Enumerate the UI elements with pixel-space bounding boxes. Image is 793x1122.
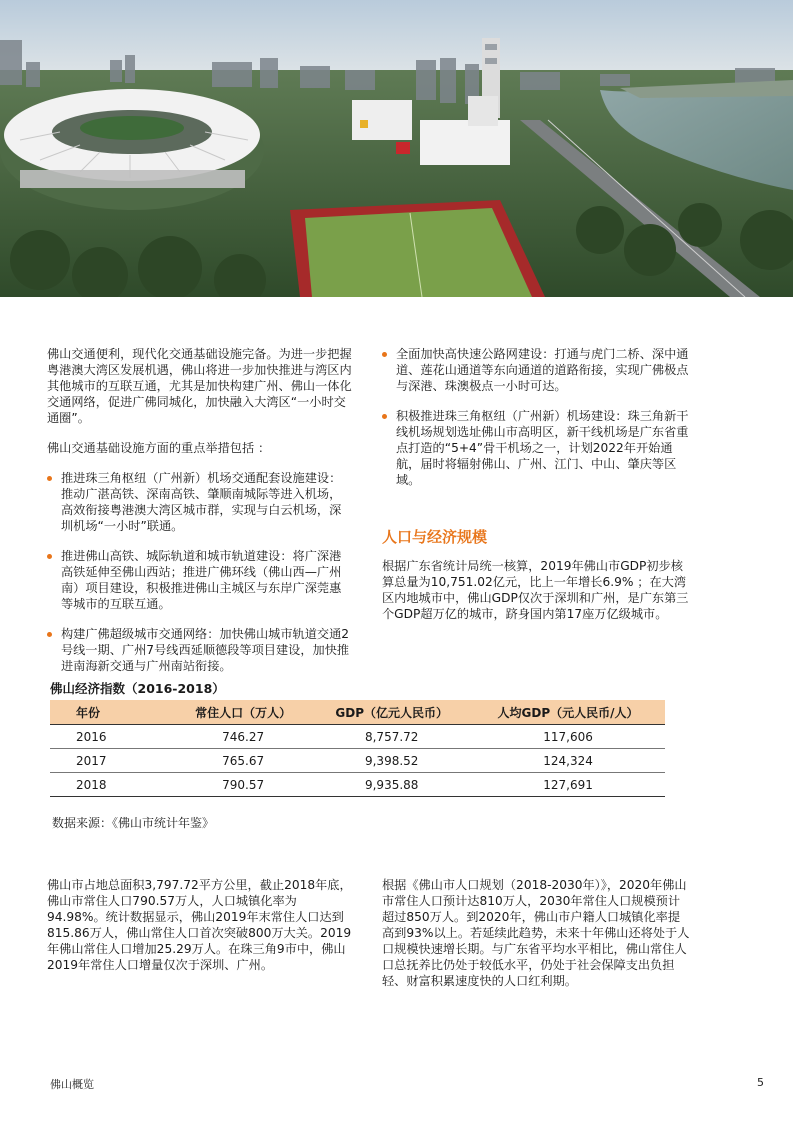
transport-bullet-list-2 [382, 346, 690, 488]
table-cell: 2018 [50, 773, 174, 797]
intro-paragraph-2: 佛山交通基础设施方面的重点举措包括 ： [47, 441, 271, 455]
table-cell: 2016 [50, 725, 174, 749]
economic-index-table [50, 700, 665, 797]
list-item: 积极推进珠三角枢纽（广州新）机场建设：珠三角新干线机场规划选址佛山市高明区，新干线机场是广东省重点打造的“5+4”骨干机场之一，计划2022年开始通航，届时将辐射佛山、广州、江门、中山、肇庆等区域。 [382, 408, 690, 488]
footer-title: 佛山概览 [50, 1078, 94, 1091]
list-item: 推进珠三角枢纽（广州新）机场交通配套设施建设：推动广湛高铁、深南高铁、肇顺南城际等进入机场，高效衔接粤港澳大湾区城市群，实现与白云机场，深圳机场“一小时”联通。 [47, 470, 353, 534]
right-column [382, 346, 690, 636]
list-item: 全面加快高快速公路网建设：打通与虎门二桥、深中通道、莲花山通道等东向通道的道路衔接，实现广佛极点与深港、珠澳极点一小时可达。 [382, 346, 690, 394]
table-cell: 765.67 [174, 749, 312, 773]
table-row [50, 773, 665, 797]
table-row [50, 749, 665, 773]
left-column-intro [47, 346, 353, 688]
table-cell: 8,757.72 [312, 725, 471, 749]
city-aerial-illustration [0, 0, 793, 297]
column-header-gdp: GDP（亿元人民币） [312, 700, 471, 725]
column-header-gdp-per-capita: 人均GDP（元人民币/人） [471, 700, 665, 725]
list-item: 推进佛山高铁、城际轨道和城市轨道建设：将广深港高铁延伸至佛山西站；推进广佛环线（佛山西—广州南）项目建设，积极推进佛山主城区与东岸广深莞惠等城市的互联互通。 [47, 548, 353, 612]
table-cell: 124,324 [471, 749, 665, 773]
table-cell: 9,935.88 [312, 773, 471, 797]
column-header-year: 年份 [50, 700, 174, 725]
table-cell: 127,691 [471, 773, 665, 797]
population-paragraph-left [47, 877, 353, 987]
table-cell: 117,606 [471, 725, 665, 749]
population-text-left: 佛山市占地总面积3,797.72平方公里，截止2018年底，佛山市常住人口790.57万人，人口城镇化率为94.98%。统计数据显示，佛山2019年末常住人口达到815.86万人，佛山常住人口首次突破800万大关。2019年佛山常住人口增加25.29万人。在珠三角9市中，佛山2019年常住人口增量仅次于深圳、广州。 [47, 878, 352, 972]
economy-paragraph: 根据广东省统计局统一核算，2019年佛山市GDP初步核算总量为10,751.02亿元，比上一年增长6.9% ；在大湾区内地城市中，佛山GDP仅次于深圳和广州，是广东第三个GDP超万亿的城市，跻身国内第17座万亿级城市。 [382, 559, 689, 621]
table-row [50, 725, 665, 749]
section-heading: 人口与经济规模 [382, 528, 488, 546]
intro-paragraph-1: 佛山交通便利，现代化交通基础设施完备。为进一步把握粤港澳大湾区发展机遇，佛山将进一步加快推进与湾区内其他城市的互联互通，尤其是加快构建广州、佛山一体化交通网络，促进广佛同城化，加快融入大湾区“一小时交通圈”。 [47, 347, 352, 425]
table-cell: 9,398.52 [312, 749, 471, 773]
table-cell: 2017 [50, 749, 174, 773]
data-source-note: 数据来源：《佛山市统计年鉴》 [52, 816, 215, 830]
transport-bullet-list-1 [47, 470, 353, 674]
page-number: 5 [757, 1076, 764, 1089]
table-cell: 790.57 [174, 773, 312, 797]
population-text-right: 根据《佛山市人口规划（2018-2030年）》，2020年佛山市常住人口预计达810万人，2030年常住人口规模预计超过850万人。到2020年，佛山市户籍人口城镇化率提高到93%以上。若延续此趋势，未来十年佛山还将处于人口规模快速增长期。与广东省平均水平相比，佛山常住人口总抚养比仍处于较低水平，仍处于社会保障支出负担轻、财富积累速度快的人口红利期。 [382, 878, 690, 988]
list-item: 构建广佛超级城市交通网络：加快佛山城市轨道交通2号线一期、广州7号线西延顺德段等项目建设，加快推进南海新交通与广州南站衔接。 [47, 626, 353, 674]
table-header-row [50, 700, 665, 725]
column-header-population: 常住人口（万人） [174, 700, 312, 725]
table-title: 佛山经济指数（2016-2018） [50, 681, 225, 696]
population-paragraph-right [382, 877, 690, 1003]
table-cell: 746.27 [174, 725, 312, 749]
hero-aerial-photo [0, 0, 793, 297]
